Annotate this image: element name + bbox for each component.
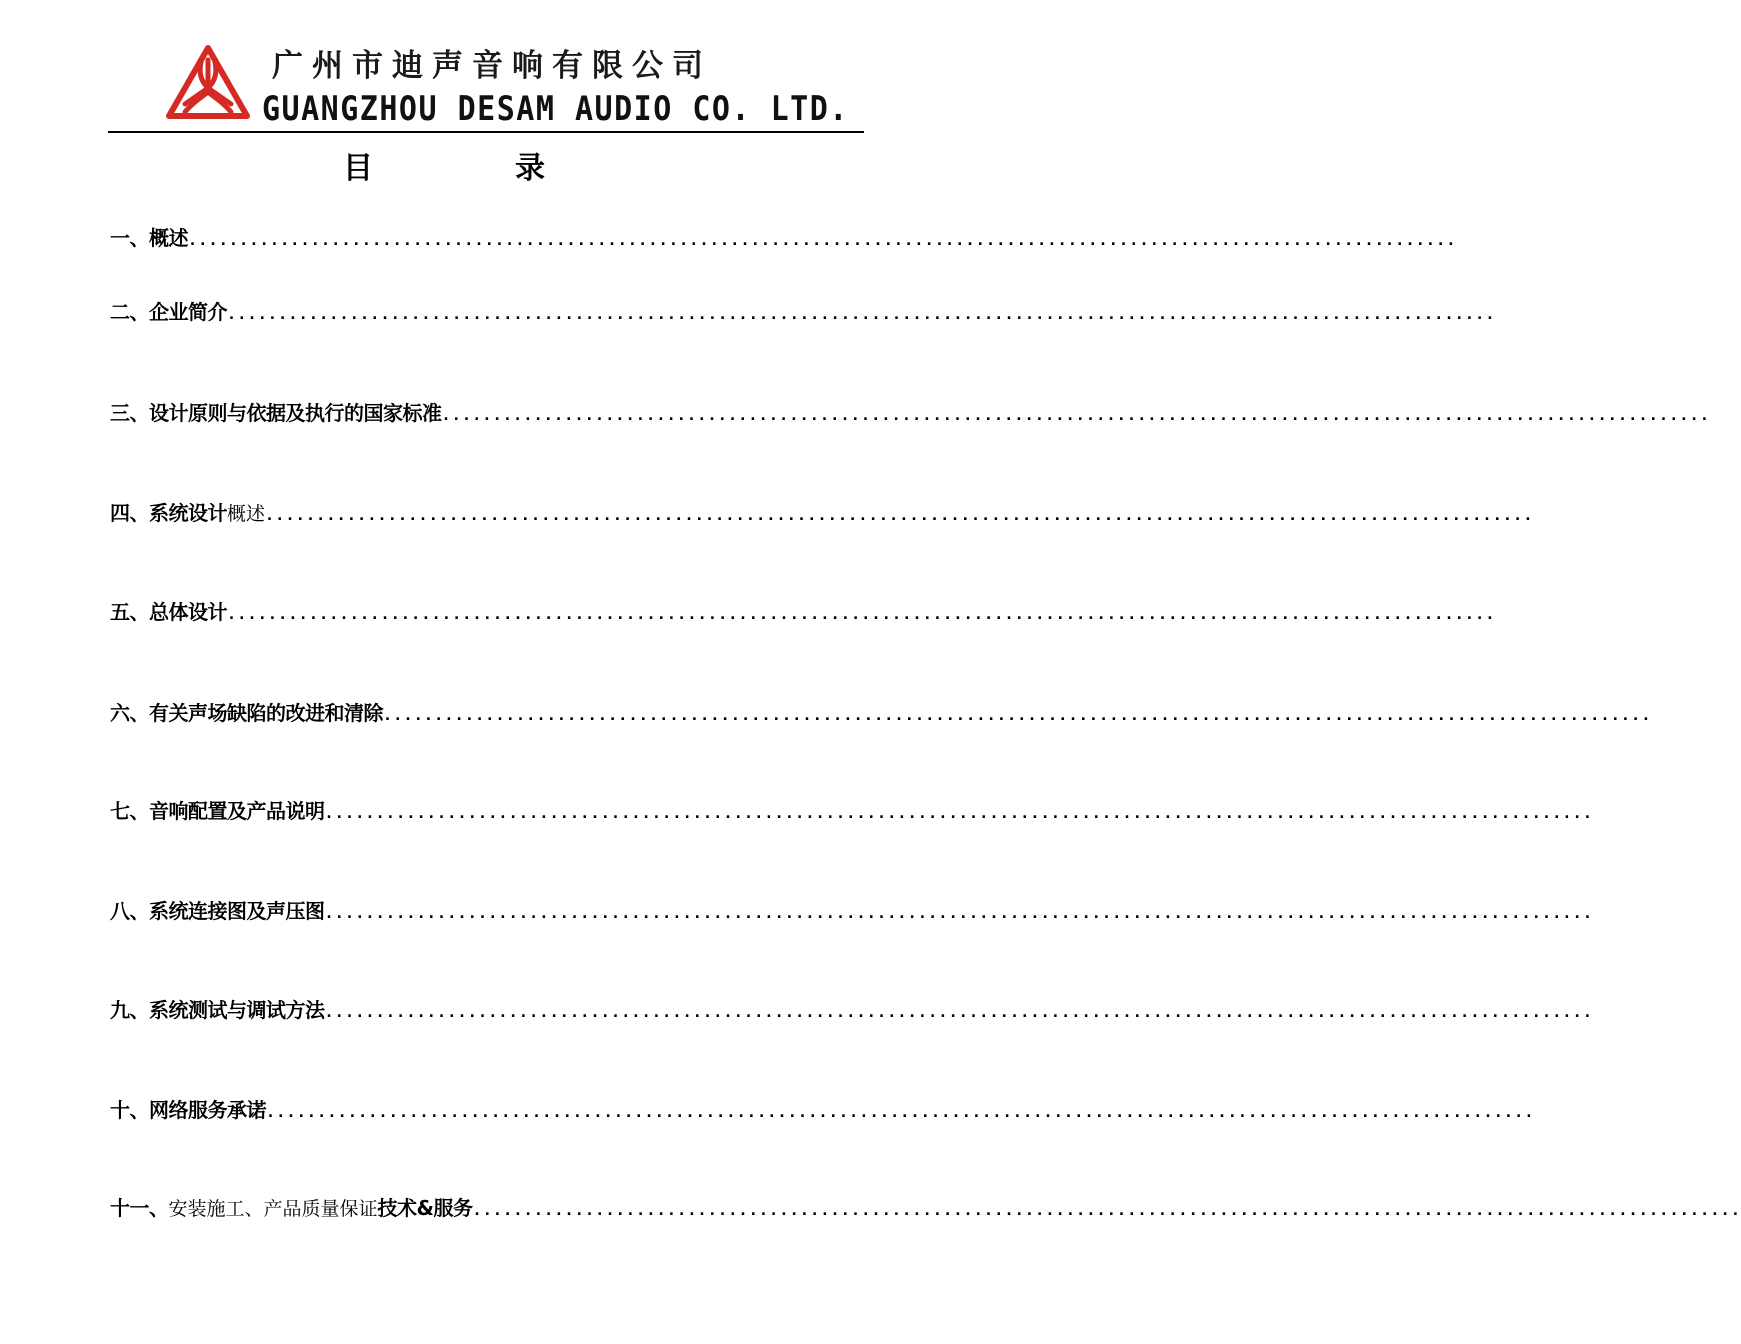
toc-dot-leader: ............................................................................................................................ xyxy=(227,605,1496,623)
toc-entry-number: 十一、 xyxy=(110,1196,169,1220)
toc-dot-leader: ............................................................................................................................ xyxy=(383,706,1652,724)
toc-title-char-2: 录 xyxy=(515,151,545,186)
toc-entry-title: 有关声场缺陷的改进和清除 xyxy=(149,701,383,725)
toc-entry-number: 八、 xyxy=(110,899,149,923)
toc-entry-title: 音响配置及产品说明 xyxy=(149,799,325,823)
toc-entry[interactable] xyxy=(110,222,1457,252)
toc-dot-leader: ............................................................................................................................ xyxy=(324,1003,1594,1021)
toc-entry-number: 十、 xyxy=(110,1098,149,1122)
toc-dot-leader: ............................................................................................................................ xyxy=(266,1103,1535,1121)
toc-dot-leader: ............................................................................................................................ xyxy=(472,1201,1741,1219)
toc-entry[interactable] xyxy=(110,596,1496,626)
toc-entry-number: 二、 xyxy=(110,300,149,324)
toc-entry-title-suffix: 技术&服务 xyxy=(377,1196,473,1220)
company-name-chinese: 广州市迪声音响有限公司 xyxy=(272,48,712,84)
toc-entry-number: 一、 xyxy=(110,226,149,250)
toc-dot-leader: ............................................................................................................................ xyxy=(324,804,1594,822)
toc-entry-title: 概述 xyxy=(149,226,188,250)
toc-entry-title: 系统设计 xyxy=(149,501,227,525)
toc-dot-leader: ............................................................................................................................ xyxy=(324,904,1594,922)
toc-entry[interactable] xyxy=(110,1192,1741,1222)
toc-entry-title: 网络服务承诺 xyxy=(149,1098,266,1122)
toc-entry-title: 系统连接图及声压图 xyxy=(149,899,325,923)
page-header xyxy=(0,0,950,140)
header-divider xyxy=(108,131,864,133)
toc-entry[interactable] xyxy=(110,296,1496,326)
toc-entry[interactable] xyxy=(110,497,1534,527)
toc-entry-title: 设计原则与依据及执行的国家标准 xyxy=(149,401,442,425)
toc-dot-leader: ............................................................................................................................ xyxy=(227,305,1496,323)
company-logo xyxy=(163,42,253,124)
toc-entry[interactable] xyxy=(110,895,1594,925)
toc-entry[interactable] xyxy=(110,795,1594,825)
toc-entry-title: 总体设计 xyxy=(149,600,227,624)
toc-entry-number: 五、 xyxy=(110,600,149,624)
toc-entry-number: 四、 xyxy=(110,501,149,525)
toc-title-char-1: 目 xyxy=(343,151,373,186)
toc-entry-number: 七、 xyxy=(110,799,149,823)
toc-entry[interactable] xyxy=(110,397,1711,427)
toc-entry-title: 系统测试与调试方法 xyxy=(149,998,325,1022)
toc-entry[interactable] xyxy=(110,1094,1535,1124)
toc-dot-leader: ............................................................................................................................ xyxy=(441,406,1711,424)
toc-dot-leader: ............................................................................................................................ xyxy=(188,231,1457,249)
toc-entry-title-normal: 概述 xyxy=(227,503,266,525)
toc-entry-number: 六、 xyxy=(110,701,149,725)
toc-entry-title-normal: 安装施工、产品质量保证 xyxy=(168,1198,378,1220)
toc-dot-leader: ............................................................................................................................ xyxy=(265,506,1534,524)
toc-entry-title: 企业简介 xyxy=(149,300,227,324)
company-name-english: GUANGZHOU DESAM AUDIO CO. LTD. xyxy=(262,90,849,130)
toc-entry-number: 九、 xyxy=(110,998,149,1022)
toc-title xyxy=(0,143,950,186)
toc-entry-number: 三、 xyxy=(110,401,149,425)
toc-entry[interactable] xyxy=(110,697,1652,727)
toc-entry[interactable] xyxy=(110,994,1594,1024)
